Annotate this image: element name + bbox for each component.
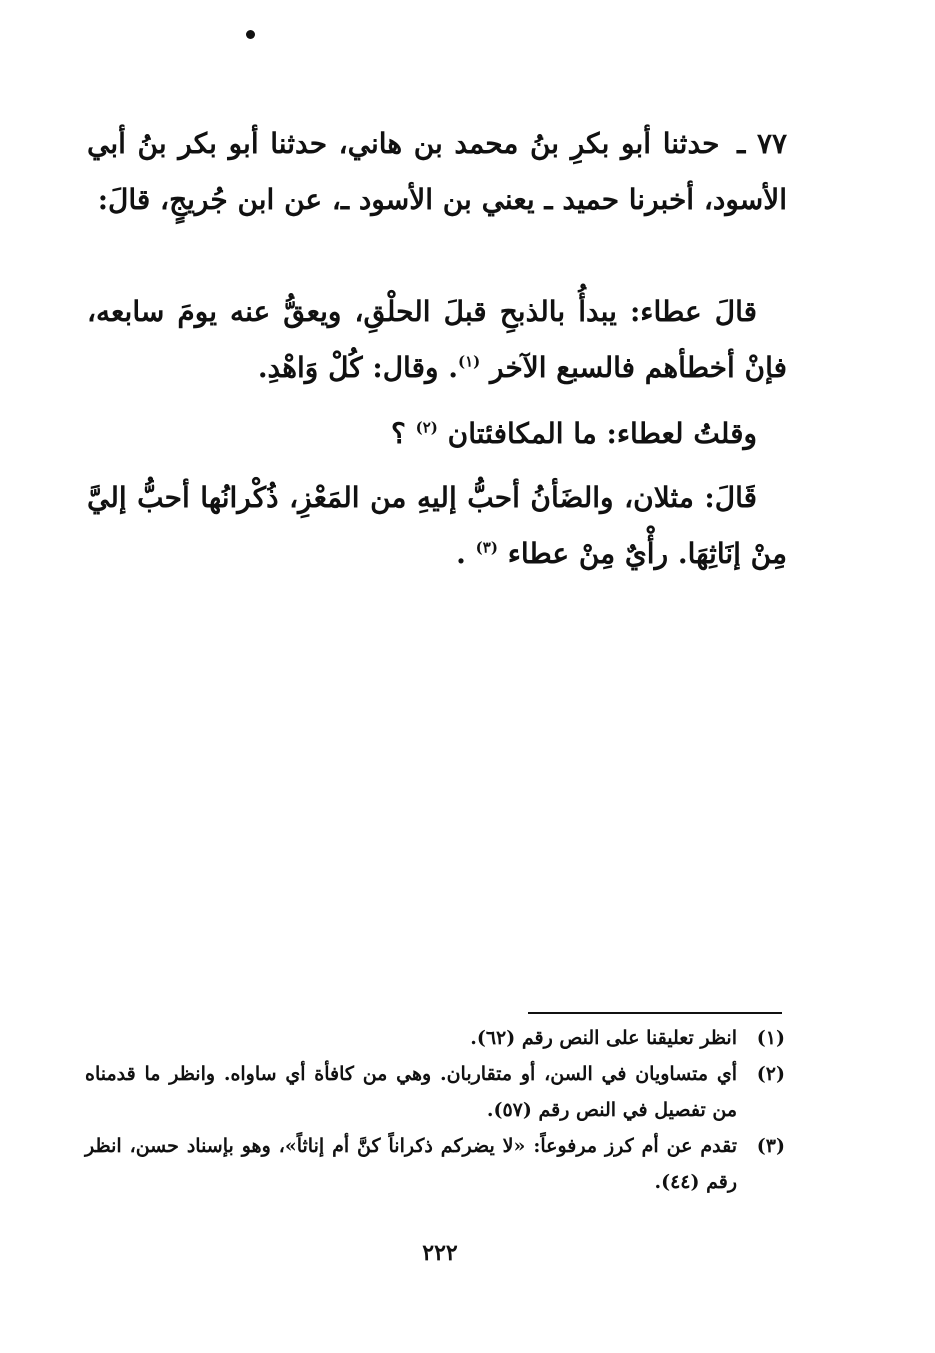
footnote-number: (٣) — [756, 1135, 785, 1157]
footnote-ref-1: (١) — [457, 352, 481, 371]
footnotes-section — [85, 1020, 785, 1200]
paragraph-text: قَالَ: مثلان، والضَأنُ أحبُّ إليهِ من المَعْزِ، ذُكْرانُها أحبُّ إليَّ مِنْ إنَاثِهَا. رأْيٌ مِنْ عطاء — [87, 481, 787, 570]
footnote-ref-3: (٣) — [475, 538, 498, 557]
paragraph-ata-statement — [87, 284, 787, 396]
footnote-number: (١) — [756, 1027, 785, 1049]
paragraph-text-tail: . — [456, 537, 466, 570]
footnote-text: أي متساويان في السن، أو متقاربان. وهي من كافأة أي ساواه. وانظر ما قدمناه من تفصيل في النص رقم (٥٧). — [85, 1063, 737, 1121]
paragraph-text: وقلتُ لعطاء: ما المكافئتان — [447, 417, 757, 450]
footnote-number: (٢) — [756, 1063, 785, 1085]
footnote-ref-2: (٢) — [415, 418, 438, 437]
footnote-3 — [85, 1128, 785, 1200]
footnote-text: انظر تعليقنا على النص رقم (٦٢). — [470, 1027, 737, 1049]
page-number: ٢٢٢ — [422, 1240, 458, 1266]
paragraph-text-tail: ؟ — [390, 417, 406, 450]
footnote-1 — [85, 1020, 785, 1056]
isnad-text: حدثنا أبو بكرِ بنُ محمد بن هاني، حدثنا أبو بكر بنُ أبي الأسود، أخبرنا حميد ـ يعني بن الأسود ـ، عن ابن جُريجٍ، قالَ: — [87, 127, 787, 216]
page-mark-dot — [246, 30, 255, 39]
paragraph-text: قالَ عطاء: يبدأُ بالذبحِ قبلَ الحلْقِ، ويعقُّ عنه يومَ سابعه، فإنْ أخطأهم فالسبع الآخر — [87, 295, 787, 384]
hadith-isnad — [87, 116, 787, 228]
footnote-text: تقدم عن أم كرز مرفوعاً: «لا يضركم ذكراناً كنَّ أم إناثاً»، وهو بإسناد حسن، انظر رقم (٤٤). — [85, 1135, 737, 1193]
paragraph-answer — [87, 470, 787, 582]
paragraph-question — [87, 406, 787, 462]
footnote-2 — [85, 1056, 785, 1128]
paragraph-text-tail: . وقال: كُلْ وَاهْدِ. — [257, 351, 458, 384]
hadith-number: ٧٧ ـ — [737, 127, 788, 160]
footnote-divider — [528, 1012, 782, 1014]
